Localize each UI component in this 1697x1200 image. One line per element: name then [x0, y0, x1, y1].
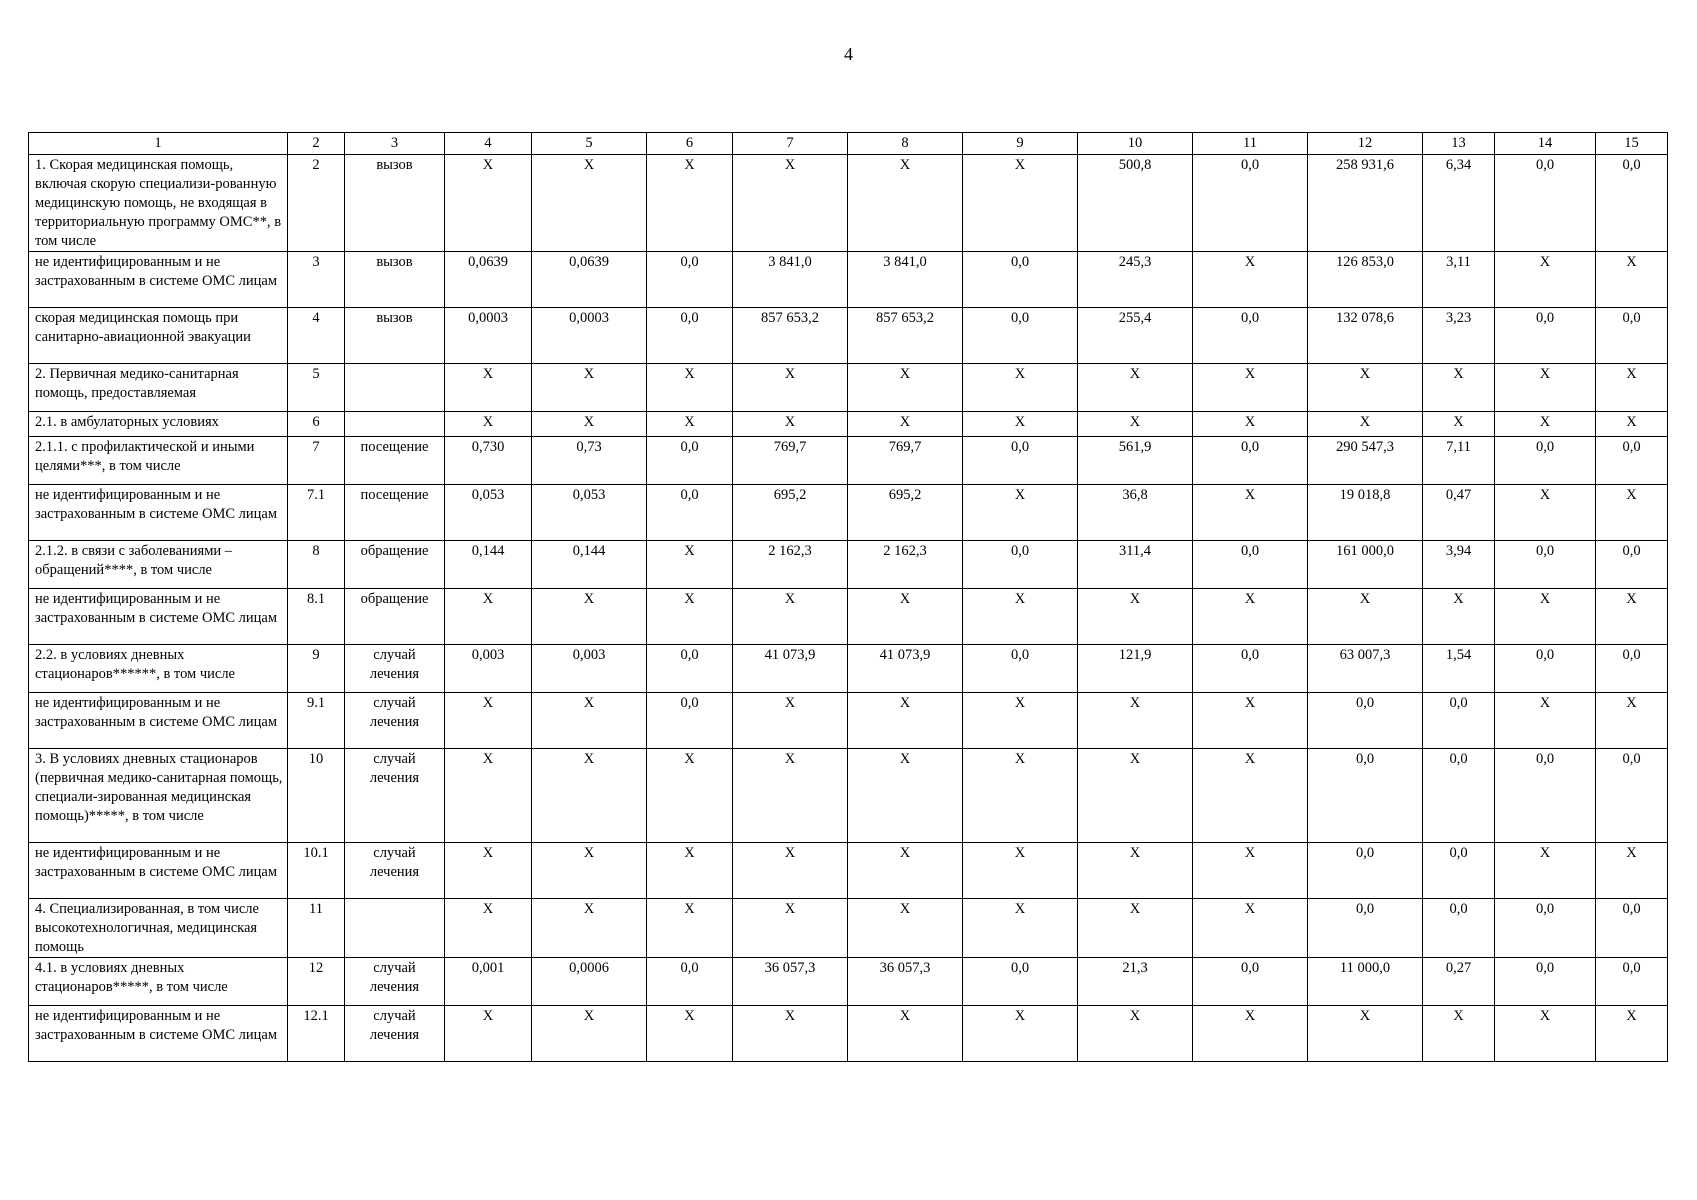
table-row [29, 155, 1668, 252]
table-cell: 63 007,3 [1308, 645, 1423, 693]
data-table [28, 132, 1668, 1062]
table-cell: Х [1596, 843, 1668, 899]
table-cell: Х [1423, 412, 1495, 437]
table-cell: Х [848, 1006, 963, 1062]
table-cell: 41 073,9 [733, 645, 848, 693]
table-cell: 0,0 [1596, 437, 1668, 485]
table-cell: Х [647, 1006, 733, 1062]
table-cell: вызов [345, 155, 445, 252]
table-cell: 7.1 [288, 485, 345, 541]
table-cell: 0,0 [1495, 958, 1596, 1006]
table-cell: Х [1423, 364, 1495, 412]
table-cell: 0,730 [445, 437, 532, 485]
table-cell: 0,001 [445, 958, 532, 1006]
table-cell: 245,3 [1078, 252, 1193, 308]
table-cell: 258 931,6 [1308, 155, 1423, 252]
table-cell: 0,144 [532, 541, 647, 589]
table-cell: 126 853,0 [1308, 252, 1423, 308]
table-cell: 2 162,3 [848, 541, 963, 589]
table-cell: 0,053 [445, 485, 532, 541]
table-cell: Х [963, 485, 1078, 541]
table-cell: Х [1193, 364, 1308, 412]
row-label-cell: 2.1.2. в связи с заболеваниями – обращений****, в том числе [29, 541, 288, 589]
table-cell: 0,0 [1308, 899, 1423, 958]
table-cell: Х [445, 1006, 532, 1062]
table-cell: обращение [345, 541, 445, 589]
table-row [29, 1006, 1668, 1062]
table-cell: Х [532, 693, 647, 749]
table-cell: Х [848, 693, 963, 749]
column-header: 6 [647, 133, 733, 155]
table-cell: 0,0 [1596, 958, 1668, 1006]
table-cell: Х [733, 693, 848, 749]
table-cell: Х [733, 364, 848, 412]
table-cell: Х [1193, 589, 1308, 645]
table-cell: Х [848, 843, 963, 899]
column-header: 8 [848, 133, 963, 155]
table-cell: 10 [288, 749, 345, 843]
table-cell: 3,23 [1423, 308, 1495, 364]
table-cell: 0,0 [963, 541, 1078, 589]
column-header: 14 [1495, 133, 1596, 155]
column-header: 9 [963, 133, 1078, 155]
table-cell: вызов [345, 308, 445, 364]
table-cell: случай лечения [345, 749, 445, 843]
column-header: 3 [345, 133, 445, 155]
table-cell: 0,0003 [445, 308, 532, 364]
table-cell: 3 [288, 252, 345, 308]
table-cell: Х [1495, 252, 1596, 308]
table-row [29, 364, 1668, 412]
table-cell: Х [1193, 693, 1308, 749]
table-cell: 6 [288, 412, 345, 437]
table-row [29, 958, 1668, 1006]
table-cell: 0,003 [445, 645, 532, 693]
table-cell: 290 547,3 [1308, 437, 1423, 485]
table-cell: Х [647, 589, 733, 645]
table-cell: 11 [288, 899, 345, 958]
table-cell: Х [1193, 252, 1308, 308]
table-cell: 6,34 [1423, 155, 1495, 252]
table-cell: Х [1193, 412, 1308, 437]
row-label-cell: не идентифицированным и не застрахованным в системе ОМС лицам [29, 589, 288, 645]
table-cell: Х [1078, 1006, 1193, 1062]
table-cell: 0,0 [1495, 437, 1596, 485]
table-cell: посещение [345, 437, 445, 485]
table-cell: 0,0 [963, 645, 1078, 693]
table-row [29, 645, 1668, 693]
column-header: 5 [532, 133, 647, 155]
table-cell: Х [532, 155, 647, 252]
table-cell: Х [848, 749, 963, 843]
table-cell: 857 653,2 [733, 308, 848, 364]
table-cell: Х [1078, 589, 1193, 645]
table-cell: Х [1596, 364, 1668, 412]
table-cell: 0,0 [1193, 958, 1308, 1006]
table-cell: Х [445, 843, 532, 899]
table-cell: Х [963, 693, 1078, 749]
table-cell: Х [733, 155, 848, 252]
table-row [29, 843, 1668, 899]
table-cell: Х [1423, 1006, 1495, 1062]
table-cell: Х [1596, 589, 1668, 645]
table-row [29, 252, 1668, 308]
table-cell: Х [1193, 843, 1308, 899]
table-cell: 0,0 [1193, 308, 1308, 364]
table-cell: 0,47 [1423, 485, 1495, 541]
table-cell: случай лечения [345, 693, 445, 749]
table-cell: 857 653,2 [848, 308, 963, 364]
row-label-cell: не идентифицированным и не застрахованным в системе ОМС лицам [29, 1006, 288, 1062]
table-cell: Х [1495, 412, 1596, 437]
table-row [29, 589, 1668, 645]
table-cell: Х [532, 843, 647, 899]
table-cell: Х [445, 155, 532, 252]
table-cell: посещение [345, 485, 445, 541]
table-cell: Х [963, 749, 1078, 843]
table-cell: 0,0639 [445, 252, 532, 308]
table-cell: Х [1193, 1006, 1308, 1062]
row-label-cell: 2.2. в условиях дневных стационаров******, в том числе [29, 645, 288, 693]
table-cell: Х [848, 364, 963, 412]
table-cell: 0,0 [647, 958, 733, 1006]
table-row [29, 899, 1668, 958]
table-cell: 561,9 [1078, 437, 1193, 485]
table-cell: Х [1193, 485, 1308, 541]
column-header: 12 [1308, 133, 1423, 155]
table-cell: 8 [288, 541, 345, 589]
table-cell: Х [532, 749, 647, 843]
column-header: 2 [288, 133, 345, 155]
table-cell: Х [848, 589, 963, 645]
table-cell: 0,73 [532, 437, 647, 485]
table-cell: 132 078,6 [1308, 308, 1423, 364]
table-cell: 1,54 [1423, 645, 1495, 693]
table-cell: 0,0 [1308, 749, 1423, 843]
table-cell: Х [848, 155, 963, 252]
table-cell: Х [1078, 412, 1193, 437]
table-cell: 0,0 [1495, 645, 1596, 693]
table-cell [345, 412, 445, 437]
table-cell: 7 [288, 437, 345, 485]
table-cell: Х [1308, 1006, 1423, 1062]
table-cell: 0,0 [647, 308, 733, 364]
table-cell: 21,3 [1078, 958, 1193, 1006]
row-label-cell: не идентифицированным и не застрахованным в системе ОМС лицам [29, 252, 288, 308]
table-cell: 0,0 [647, 485, 733, 541]
table-cell: 0,144 [445, 541, 532, 589]
table-cell: 695,2 [733, 485, 848, 541]
table-cell: Х [445, 899, 532, 958]
table-cell: 19 018,8 [1308, 485, 1423, 541]
table-cell: 2 162,3 [733, 541, 848, 589]
table-cell: Х [647, 749, 733, 843]
row-label-cell: 2.1. в амбулаторных условиях [29, 412, 288, 437]
table-cell: 0,0 [963, 308, 1078, 364]
table-cell: 0,0 [647, 252, 733, 308]
table-cell: 695,2 [848, 485, 963, 541]
column-header: 13 [1423, 133, 1495, 155]
table-cell: 0,0 [1308, 693, 1423, 749]
table-cell: 769,7 [733, 437, 848, 485]
table-cell: Х [532, 1006, 647, 1062]
column-header: 1 [29, 133, 288, 155]
table-cell: Х [963, 412, 1078, 437]
table-cell: 0,0 [1495, 308, 1596, 364]
table-cell: 0,0 [1596, 155, 1668, 252]
table-cell: Х [1596, 693, 1668, 749]
table-cell: Х [1423, 589, 1495, 645]
table-cell: Х [1495, 364, 1596, 412]
table-cell: 0,0 [1596, 749, 1668, 843]
table-row [29, 693, 1668, 749]
table-body [29, 155, 1668, 1062]
table-cell: 2 [288, 155, 345, 252]
table-cell: 121,9 [1078, 645, 1193, 693]
table-cell [345, 899, 445, 958]
table-cell: 0,0 [1423, 899, 1495, 958]
table-row [29, 412, 1668, 437]
table-cell: 41 073,9 [848, 645, 963, 693]
table-cell: 0,0 [1495, 899, 1596, 958]
table-cell: Х [963, 843, 1078, 899]
table-cell: Х [1308, 589, 1423, 645]
row-label-cell: 2. Первичная медико-санитарная помощь, предоставляемая [29, 364, 288, 412]
header-row [29, 133, 1668, 155]
table-cell: случай лечения [345, 958, 445, 1006]
table-cell: 0,0 [1423, 693, 1495, 749]
table-cell: 255,4 [1078, 308, 1193, 364]
table-cell: 311,4 [1078, 541, 1193, 589]
table-cell: Х [1495, 1006, 1596, 1062]
table-cell: Х [733, 899, 848, 958]
table-cell: Х [1596, 252, 1668, 308]
table-cell: Х [733, 843, 848, 899]
table-cell: Х [1078, 899, 1193, 958]
page-number: 4 [844, 44, 853, 64]
table-cell: случай лечения [345, 843, 445, 899]
table-cell: 10.1 [288, 843, 345, 899]
table-cell: 3 841,0 [733, 252, 848, 308]
table-cell: 36,8 [1078, 485, 1193, 541]
table-cell: 0,0 [647, 437, 733, 485]
table-cell: 0,0 [1193, 437, 1308, 485]
table-cell: Х [1308, 364, 1423, 412]
table-cell: 7,11 [1423, 437, 1495, 485]
table-cell: 0,0639 [532, 252, 647, 308]
table-row [29, 485, 1668, 541]
table-cell: Х [647, 541, 733, 589]
table-cell: Х [1495, 589, 1596, 645]
table-cell: 3 841,0 [848, 252, 963, 308]
table-cell: Х [733, 412, 848, 437]
table-cell: 0,0 [1495, 749, 1596, 843]
table-cell: вызов [345, 252, 445, 308]
table-cell: Х [1495, 843, 1596, 899]
table-cell: 0,0 [963, 958, 1078, 1006]
table-cell: Х [963, 364, 1078, 412]
row-label-cell: 1. Скорая медицинская помощь, включая скорую специализи-рованную медицинскую помощь, не входящая в территориальную программу ОМС**, в том числе [29, 155, 288, 252]
table-cell: 4 [288, 308, 345, 364]
table-cell: 0,0003 [532, 308, 647, 364]
table-cell: Х [647, 843, 733, 899]
table-cell: Х [848, 412, 963, 437]
row-label-cell: 4.1. в условиях дневных стационаров*****, в том числе [29, 958, 288, 1006]
table-cell: 0,0 [1423, 749, 1495, 843]
table-cell: Х [733, 749, 848, 843]
table-cell: Х [647, 899, 733, 958]
table-cell: обращение [345, 589, 445, 645]
table-cell: 769,7 [848, 437, 963, 485]
table-cell: 0,0 [1193, 155, 1308, 252]
row-label-cell: 3. В условиях дневных стационаров (первичная медико-санитарная помощь, специали-зированная медицинская помощь)*****, в том числе [29, 749, 288, 843]
table-cell: Х [1078, 693, 1193, 749]
table-cell: Х [1193, 899, 1308, 958]
table-cell: Х [963, 899, 1078, 958]
table-cell [345, 364, 445, 412]
row-label-cell: скорая медицинская помощь при санитарно-авиационной эвакуации [29, 308, 288, 364]
row-label-cell: 2.1.1. с профилактической и иными целями***, в том числе [29, 437, 288, 485]
row-label-cell: не идентифицированным и не застрахованным в системе ОМС лицам [29, 693, 288, 749]
table-cell: 12 [288, 958, 345, 1006]
table-cell: 9.1 [288, 693, 345, 749]
table-cell: 0,0 [1495, 541, 1596, 589]
table-cell: Х [445, 749, 532, 843]
table-cell: 0,0006 [532, 958, 647, 1006]
table-cell: Х [532, 589, 647, 645]
table-cell: Х [733, 589, 848, 645]
row-label-cell: 4. Специализированная, в том числе высокотехнологичная, медицинская помощь [29, 899, 288, 958]
table-cell: 0,0 [1193, 541, 1308, 589]
table-cell: Х [445, 589, 532, 645]
table-row [29, 749, 1668, 843]
table-cell: 0,0 [963, 252, 1078, 308]
table-cell: Х [532, 412, 647, 437]
table-cell: 0,0 [1495, 155, 1596, 252]
table-cell: 8.1 [288, 589, 345, 645]
table-cell: 0,0 [1596, 645, 1668, 693]
table-cell: 0,27 [1423, 958, 1495, 1006]
table-cell: 0,0 [963, 437, 1078, 485]
table-cell: 5 [288, 364, 345, 412]
table-cell: Х [1596, 412, 1668, 437]
table-cell: Х [963, 589, 1078, 645]
table-cell: 161 000,0 [1308, 541, 1423, 589]
table-cell: Х [647, 412, 733, 437]
table-cell: Х [1596, 485, 1668, 541]
table-cell: 0,0 [647, 645, 733, 693]
table-cell: 9 [288, 645, 345, 693]
column-header: 4 [445, 133, 532, 155]
table-row [29, 437, 1668, 485]
row-label-cell: не идентифицированным и не застрахованным в системе ОМС лицам [29, 843, 288, 899]
table-cell: Х [848, 899, 963, 958]
table-cell: случай лечения [345, 1006, 445, 1062]
table-row [29, 308, 1668, 364]
table-cell: Х [1308, 412, 1423, 437]
table-header [29, 133, 1668, 155]
column-header: 10 [1078, 133, 1193, 155]
table-cell: 12.1 [288, 1006, 345, 1062]
table-cell: Х [532, 364, 647, 412]
table-cell: Х [647, 364, 733, 412]
table-cell: Х [1495, 693, 1596, 749]
table-cell: 0,0 [647, 693, 733, 749]
table-cell: 11 000,0 [1308, 958, 1423, 1006]
table-cell: Х [1078, 843, 1193, 899]
table-cell: 0,0 [1423, 843, 1495, 899]
column-header: 15 [1596, 133, 1668, 155]
table-cell: Х [963, 1006, 1078, 1062]
table-cell: Х [1193, 749, 1308, 843]
table-cell: 36 057,3 [848, 958, 963, 1006]
row-label-cell: не идентифицированным и не застрахованным в системе ОМС лицам [29, 485, 288, 541]
table-cell: 0,0 [1596, 308, 1668, 364]
column-header: 7 [733, 133, 848, 155]
table-cell: Х [733, 1006, 848, 1062]
table-cell: 0,0 [1193, 645, 1308, 693]
table-cell: Х [445, 364, 532, 412]
table-cell: Х [963, 155, 1078, 252]
table-cell: Х [1078, 364, 1193, 412]
table-cell: Х [1495, 485, 1596, 541]
table-cell: 3,11 [1423, 252, 1495, 308]
column-header: 11 [1193, 133, 1308, 155]
table-cell: Х [445, 693, 532, 749]
table-cell: случай лечения [345, 645, 445, 693]
table-cell: 0,0 [1308, 843, 1423, 899]
table-cell: 0,0 [1596, 541, 1668, 589]
table-row [29, 541, 1668, 589]
table-cell: Х [1078, 749, 1193, 843]
table-cell: 0,003 [532, 645, 647, 693]
table-cell: Х [1596, 1006, 1668, 1062]
table-cell: 500,8 [1078, 155, 1193, 252]
table-cell: Х [532, 899, 647, 958]
table-cell: Х [445, 412, 532, 437]
table-cell: 3,94 [1423, 541, 1495, 589]
table-cell: 0,0 [1596, 899, 1668, 958]
table-cell: 36 057,3 [733, 958, 848, 1006]
table-cell: 0,053 [532, 485, 647, 541]
table-cell: Х [647, 155, 733, 252]
